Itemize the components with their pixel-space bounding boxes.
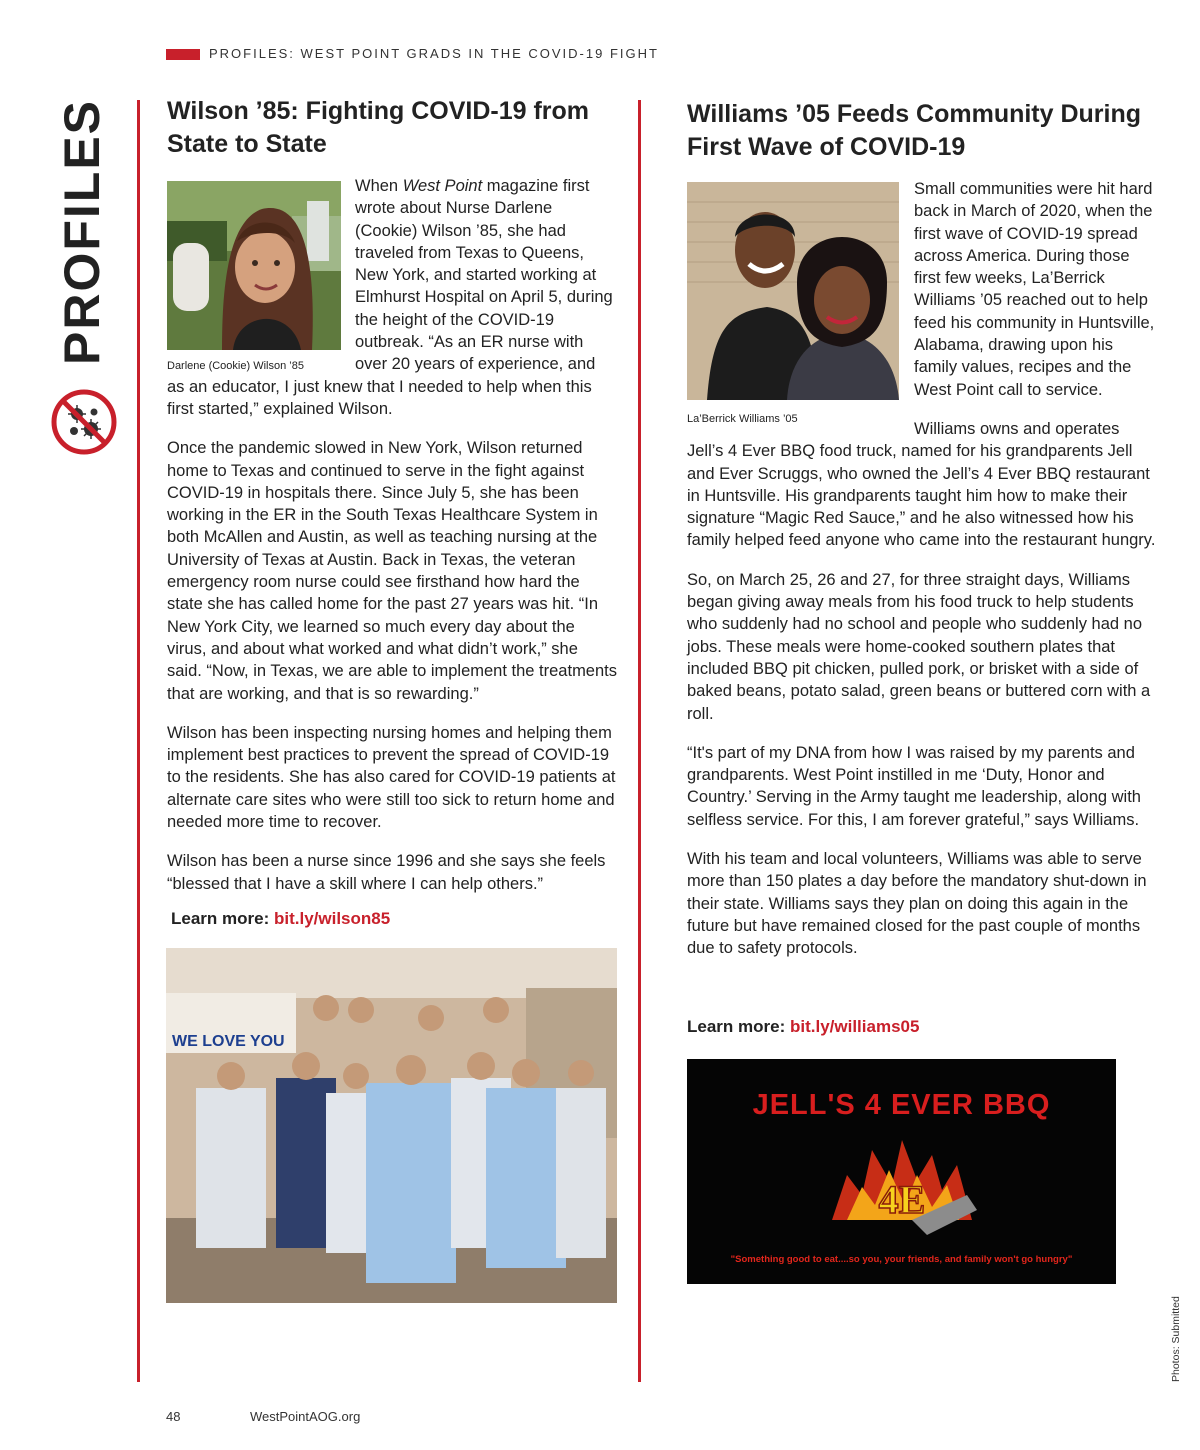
bbq-logo-mark: 4E	[878, 1177, 926, 1222]
williams-paragraph-4: “It's part of my DNA from how I was raised by my parents and grandparents. West Point instilled in me ‘Duty, Honor and Country.’ Serving in the Army taught me leadership, along with selfless service. For this, I am forever grateful,” says Williams.	[687, 743, 1141, 829]
column-rule-left	[137, 100, 140, 1382]
header-accent-bar	[166, 49, 200, 60]
article-title-williams: Williams ’05 Feeds Community During First Wave of COVID-19	[687, 100, 1142, 161]
article-title-wilson: Wilson ’85: Fighting COVID-19 from State to State	[167, 97, 590, 158]
no-virus-icon	[50, 388, 118, 456]
column-rule-middle	[638, 100, 641, 1382]
wilson-photo	[167, 181, 341, 372]
bbq-logo-title: JELL'S 4 EVER BBQ	[752, 1089, 1051, 1121]
jells-bbq-logo	[687, 1059, 1116, 1284]
article-body-wilson	[167, 175, 617, 912]
bbq-logo-tagline: "Something good to eat....so you, your friends, and family won't go hungry"	[730, 1254, 1073, 1265]
page-number: 48	[166, 1409, 181, 1424]
profiles-side-label: PROFILES	[54, 98, 110, 365]
wilson-learn-more: Learn more: bit.ly/wilson85	[171, 909, 391, 928]
wilson-paragraph-2: Once the pandemic slowed in New York, Wilson returned home to Texas and continued to serve in the fight against COVID-19 in hospitals there. Since July 5, she has been working in the ER in the South Texas Healthcare System in both McAllen and Austin, as well as teaching nursing at the University of Texas at Austin. Back in Texas, the veteran emergency room nurse could see firsthand how hard the state she has called home for the past 27 years was hit. “In New York City, we learned so much every day about the virus, and about what worked and what didn’t work,” she said. “Now, in Texas, we are able to implement the treatments that are working, and that is so rewarding.”	[167, 439, 617, 703]
article-body-williams	[687, 178, 1157, 977]
wilson-paragraph-1: When West Point magazine first wrote about Nurse Darlene (Cookie) Wilson ’85, she had traveled from Texas to Queens, New York, and started working at Elmhurst Hospital on April 5, during the height of the COVID-19 outbreak. “As an ER nurse with over 20 years of experience, and as an educator, I just knew that I needed to help when this first started,” explained Wilson.	[167, 177, 613, 418]
williams-paragraph-2: Williams owns and operates Jell’s 4 Ever BBQ food truck, named for his grandparents Jell and Ever Scruggs, who owned the Jell’s 4 Ever BBQ restaurant in Huntsville. His grandparents taught him how to make their signature “Magic Red Sauce,” and he also witnessed how his family helped feed anyone who came into the restaurant hungry.	[687, 419, 1156, 550]
section-header: PROFILES: WEST POINT GRADS IN THE COVID-19 FIGHT	[209, 46, 659, 61]
williams-learn-more: Learn more: bit.ly/williams05	[687, 1017, 920, 1036]
photo-credit: Photos: Submitted	[1170, 1296, 1182, 1382]
williams-photo-caption: La’Berrick Williams ’05	[687, 413, 798, 425]
wilson-paragraph-3: Wilson has been inspecting nursing homes and helping them implement best practices to prevent the spread of COVID-19 to the residents. She has also cared for COVID-19 patients at alternate care sites who were still too sick to return home and needed more time to recover.	[167, 723, 616, 832]
group-photo-banner: WE LOVE YOU	[172, 1033, 285, 1050]
footer-site-url: WestPointAOG.org	[250, 1409, 361, 1424]
williams-paragraph-3: So, on March 25, 26 and 27, for three straight days, Williams began giving away meals from his food truck to help students who suddenly had no school and people who suddenly had no jobs. These meals were home-cooked southern plates that included BBQ pit chicken, pulled pork, or brisket with a side of baked beans, potato salad, green beans or buttered corn with a roll.	[687, 570, 1151, 723]
williams-paragraph-1: Small communities were hit hard back in March of 2020, when the first wave of COVID-19 spread across America. During those first few weeks, La’Berrick Williams ’05 reached out to help feed his community in Huntsville, Alabama, drawing upon his family values, recipes and the West Point call to service.	[914, 180, 1155, 399]
williams-photo	[687, 182, 899, 425]
williams-link[interactable]: bit.ly/williams05	[789, 1017, 920, 1036]
wilson-paragraph-4: Wilson has been a nurse since 1996 and she says she feels “blessed that I have a skill where I can help others.”	[167, 852, 606, 893]
bbq-flame-emblem	[817, 1125, 987, 1245]
wilson-photo-caption: Darlene (Cookie) Wilson ’85	[167, 360, 304, 372]
wilson-link[interactable]: bit.ly/wilson85	[273, 909, 391, 928]
williams-paragraph-5: With his team and local volunteers, Williams was able to serve more than 150 plates a day before the mandatory shut-down in their state. Williams says they plan on doing this again in the future but have remained closed for the past couple of months due to safety protocols.	[687, 850, 1147, 958]
hospital-staff-group-photo	[166, 948, 617, 1303]
